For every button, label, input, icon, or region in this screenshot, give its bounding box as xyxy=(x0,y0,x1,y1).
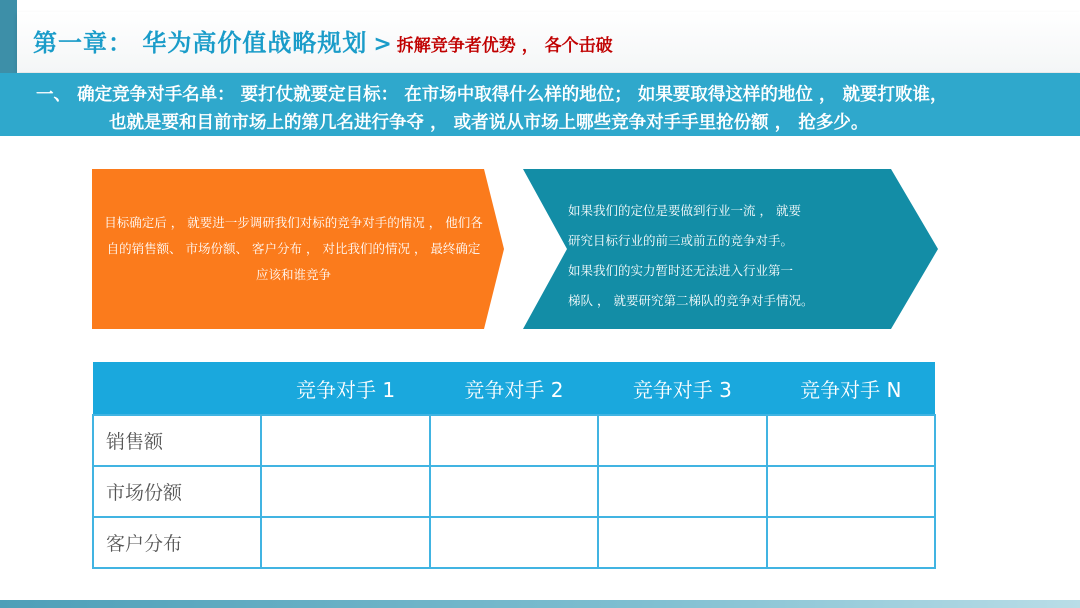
blue-text-line-3: 如果我们的实力暂时还无法进入行业第一 xyxy=(568,263,794,278)
row-label-sales: 销售额 xyxy=(93,415,261,466)
table-row xyxy=(93,466,935,517)
blue-chevron-text xyxy=(568,196,868,316)
blue-text-line-2: 研究目标行业的前三或前五的竞争对手。 xyxy=(568,233,794,248)
table-header-competitor-n: 竞争对手 N xyxy=(767,362,935,415)
title-separator: > xyxy=(373,32,393,57)
blue-text-line-4: 梯队 ， 就要研究第二梯队的竞争对手情况。 xyxy=(568,293,814,308)
table-header-competitor-1: 竞争对手 1 xyxy=(261,362,429,415)
slide-title xyxy=(33,23,613,58)
table-cell xyxy=(767,415,935,466)
table-cell xyxy=(430,466,598,517)
table-header-row xyxy=(93,362,935,415)
table-row xyxy=(93,517,935,568)
table-header-competitor-2: 竞争对手 2 xyxy=(430,362,598,415)
chapter-subtitle: 拆解竞争者优势 ， 各个击破 xyxy=(396,36,613,56)
competitor-table xyxy=(92,362,936,569)
table-header-blank xyxy=(93,362,261,415)
blue-text-line-1: 如果我们的定位是要做到行业一流 ， 就要 xyxy=(568,203,801,218)
table-cell xyxy=(430,415,598,466)
table-cell xyxy=(598,415,766,466)
row-label-customer-distribution: 客户分布 xyxy=(93,517,261,568)
table-row xyxy=(93,415,935,466)
table-cell xyxy=(767,466,935,517)
table-cell xyxy=(430,517,598,568)
table-cell xyxy=(767,517,935,568)
row-label-market-share: 市场份额 xyxy=(93,466,261,517)
table-cell xyxy=(261,415,429,466)
banner-line-2: 也就是要和目前市场上的第几名进行争夺 ， 或者说从市场上哪些竞争对手手里抢份额 ， 抢多少。 xyxy=(109,113,869,133)
chapter-title: 第一章： 华为高价值战略规划 xyxy=(33,29,368,57)
footer-strip xyxy=(0,600,1080,608)
table-cell xyxy=(598,466,766,517)
table-header-competitor-3: 竞争对手 3 xyxy=(598,362,766,415)
orange-arrow-text: 目标确定后 ， 就要进一步调研我们对标的竞争对手的情况 ， 他们各自的销售额、 市场份额、 客户分布 ， 对比我们的情况 ， 最终确定应该和谁竞争 xyxy=(104,215,483,282)
table-cell xyxy=(598,517,766,568)
table-cell xyxy=(261,466,429,517)
table-cell xyxy=(261,517,429,568)
section-banner xyxy=(0,73,1080,136)
left-accent-bar xyxy=(0,0,17,74)
banner-line-1: 一、 确定竞争对手名单： 要打仗就要定目标： 在市场中取得什么样的地位； 如果要取得这样的地位 ， 就要打败谁， xyxy=(36,85,948,105)
